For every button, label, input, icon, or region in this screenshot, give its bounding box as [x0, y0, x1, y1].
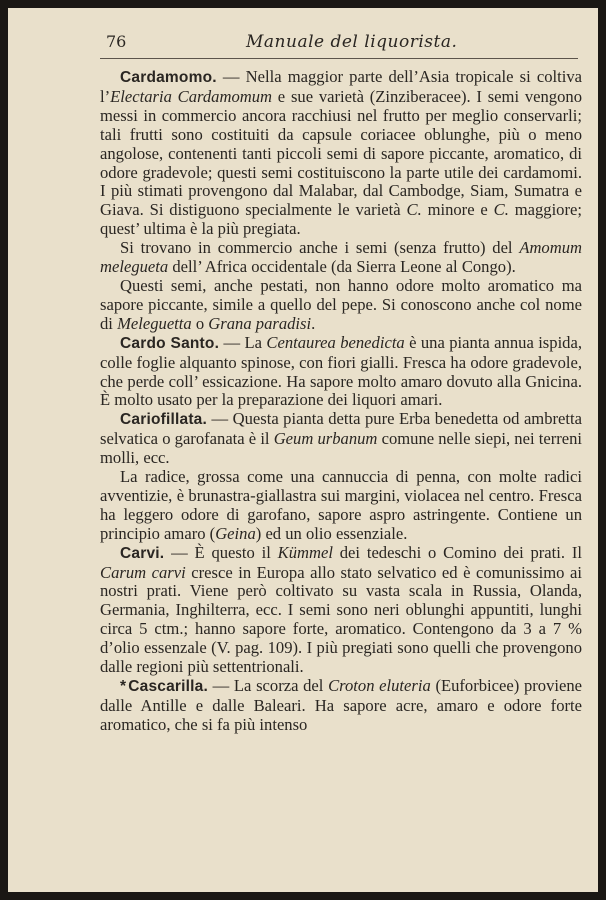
page-header	[100, 30, 578, 59]
text-run: minore e	[421, 200, 494, 220]
entry-term: Cariofillata.	[120, 411, 208, 429]
italic-term: Geum urbanum	[273, 429, 378, 449]
text-run: comune nelle siepi, nei terreni molli, ecc.	[100, 429, 583, 468]
entry-continuation	[100, 239, 582, 277]
text-run: è una pianta annua ispida, colle foglie alquanto spinose, con fiori gialli. Fresca ha odore gradevole, che perde coll’ essicazione. Ha sapore molto amaro dovuto alla Gnicina. È molto usato per la preparazione dei liquori amari.	[100, 332, 582, 410]
entry-paragraph	[100, 68, 582, 239]
entry-term: Cardamomo.	[120, 69, 217, 86]
text-run: e sue varietà (Zinziberacee). I semi vengono messi in commercio ancora racchiusi nel frutto per meglio conservarli; tali frutti sono costituiti da capsule coriacee oblunghe, più o meno angolose, contenenti tanti piccoli semi di sapore piccante, aromatico, di odore gradevole; questi semi costituiscono la parte utile dei cardamomi. I più stimati provengono dal Malabar, dal Cambodge, Siam, Sumatra e Giava. Si distiguono specialmente le varietà	[100, 86, 582, 220]
entry-paragraph	[100, 410, 582, 468]
entry-term: Carvi.	[120, 544, 165, 562]
text-run: (Euforbicee) proviene dalle Antille e dalle Baleari. Ha sapore acre, amaro e odore forte aromatico, che si fa più intenso	[100, 676, 583, 734]
text-run: dei tedeschi o Comino dei prati. Il	[332, 542, 582, 562]
text-run: o	[191, 313, 209, 333]
entry-continuation	[100, 277, 582, 334]
text-run: La radice, grossa come una cannuccia di penna, con molte radici avventizie, è brunastra-giallastra sui margini, violacea nel centro. Fresca ha leggero odore di garofano, sapore aspro astringente. Contiene un principio amaro (	[100, 467, 582, 543]
entry-paragraph	[100, 334, 582, 411]
text-run: maggiore; quest’ ultima è la più pregiata.	[100, 200, 582, 239]
italic-term: Carum carvi	[100, 562, 186, 582]
text-run: — La	[219, 332, 267, 352]
entry-term: Cascarilla.	[128, 678, 208, 695]
text-run: Si trovano in commercio anche i semi (senza frutto) del	[120, 238, 520, 258]
entry-paragraph	[100, 677, 582, 735]
entry-paragraph	[100, 544, 582, 677]
text-run: Questi semi, anche pestati, non hanno odore molto aromatico ma sapore piccante, simile a quello del pepe. Si conoscono anche col nome di	[100, 275, 582, 333]
italic-term: Geina	[215, 523, 256, 543]
text-run: cresce in Europa allo stato selvatico ed è comunissimo ai nostri prati. Viene però coltivato su vasta scala in Russia, Olanda, Germania, Inghilterra, ecc. I semi sono neri oblunghi appuntiti, lunghi circa 5 ctm.; hanno sapore forte, aromatico. Contengono da 3 a 7 % d’olio essenzale (V. pag. 109). I più pregiati sono quelli che provengono dalle regioni più settentrionali.	[100, 562, 582, 677]
italic-term: C.	[493, 200, 509, 220]
text-run: — La scorza del	[208, 676, 329, 695]
text-run: ) ed un olio essenziale.	[255, 523, 408, 543]
text-run: — È questo il	[164, 542, 278, 562]
italic-term: Centaurea benedicta	[266, 332, 405, 352]
text-run: — Nella maggior parte dell’Asia tropicale si coltiva l’	[100, 67, 582, 106]
italic-term: Meleguetta	[117, 313, 192, 333]
italic-term: Kümmel	[277, 542, 333, 562]
book-page	[8, 8, 598, 892]
body-text	[100, 68, 582, 735]
text-run: dell’ Africa occidentale (da Sierra Leone al Congo).	[168, 257, 516, 277]
text-run: — Questa pianta detta pure Erba benedetta od ambretta selvatica o garofanata è il	[100, 409, 582, 449]
text-run: .	[311, 313, 316, 333]
entry-term: Cardo Santo.	[120, 334, 220, 352]
italic-term: Grana paradisi	[208, 313, 312, 333]
italic-term: Amomum melegueta	[100, 238, 582, 277]
page-number: 76	[106, 32, 127, 51]
running-title: Manuale del liquorista.	[246, 32, 458, 52]
italic-term: Croton eluteria	[328, 676, 431, 695]
entry-continuation	[100, 468, 582, 544]
entry-star-mark: *	[120, 678, 127, 695]
italic-term: Electaria Cardamomum	[110, 86, 273, 106]
italic-term: C.	[406, 200, 422, 220]
